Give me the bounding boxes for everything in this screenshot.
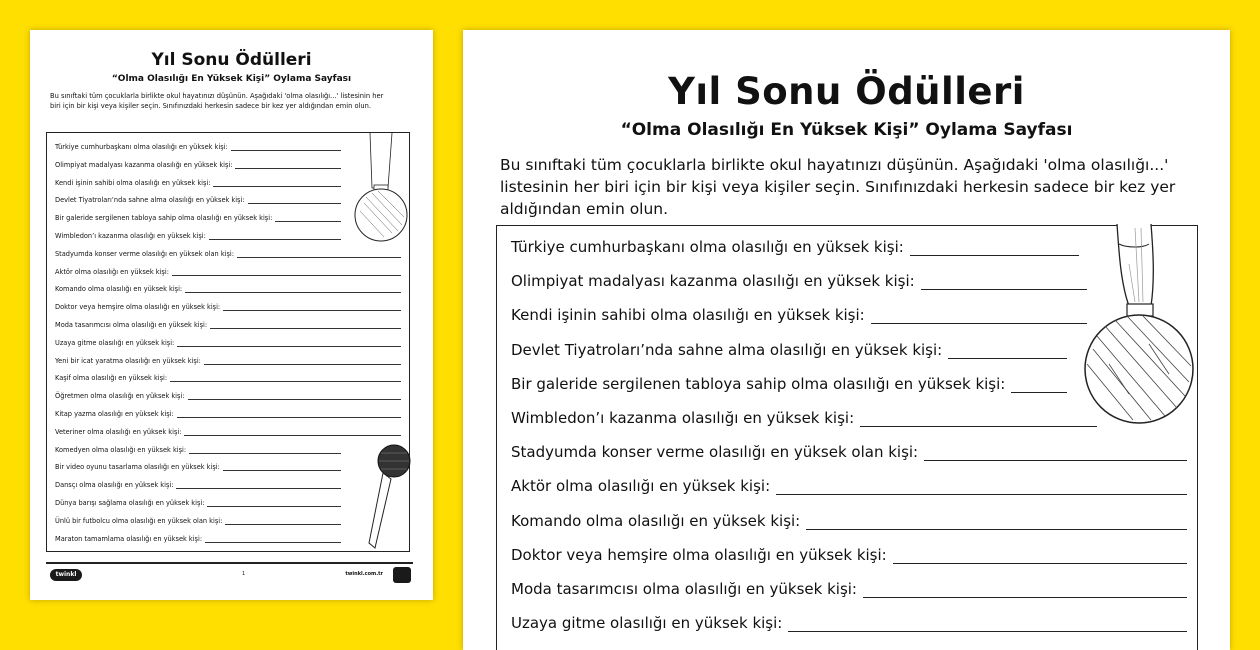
thumbnail-item-label: Uzaya gitme olasılığı en yüksek kişi: — [55, 338, 175, 347]
thumbnail-list-item — [55, 353, 401, 365]
thumbnail-page — [30, 30, 433, 600]
vote-item-label: Wimbledon’ı kazanma olasılığı en yüksek kişi: — [511, 409, 855, 427]
answer-line — [207, 500, 341, 507]
thumbnail-item-label: Devlet Tiyatroları’nda sahne alma olasılığı en yüksek kişi: — [55, 196, 245, 205]
thumbnail-list-item — [55, 442, 341, 454]
vote-item-label: Kendi işinin sahibi olma olasılığı en yüksek kişi: — [511, 306, 865, 325]
vote-list-item — [511, 576, 1187, 598]
page-title: Yıl Sonu Ödülleri — [668, 70, 1025, 113]
answer-line[interactable] — [893, 549, 1187, 564]
thumbnail-list-item — [55, 335, 401, 347]
thumbnail-item-label: Kaşif olma olasılığı en yüksek kişi: — [55, 374, 168, 383]
answer-line — [205, 536, 341, 543]
page-subtitle: “Olma Olasılığı En Yüksek Kişi” Oylama Sayfası — [620, 120, 1073, 140]
answer-line — [188, 393, 402, 400]
thumbnail-list-item — [55, 299, 401, 311]
vote-item-label: Aktör olma olasılığı en yüksek kişi: — [511, 477, 771, 496]
answer-line — [172, 269, 401, 276]
vote-item-label: Türkiye cumhurbaşkanı olma olasılığı en yüksek kişi: — [511, 238, 904, 256]
thumbnail-list-item — [55, 192, 341, 204]
thumbnail-item-label: Kitap yazma olasılığı en yüksek kişi: — [55, 410, 174, 418]
vote-item-label: Komando olma olasılığı en yüksek kişi: — [511, 511, 801, 530]
thumbnail-item-label: Bir galeride sergilenen tabloya sahip olma olasılığı en yüksek kişi: — [55, 214, 273, 223]
answer-line — [185, 286, 401, 293]
answer-line — [248, 197, 341, 204]
thumbnail-item-label: Öğretmen olma olasılığı en yüksek kişi: — [55, 392, 185, 401]
answer-line[interactable] — [860, 412, 1097, 427]
thumbnail-list-item — [55, 246, 401, 258]
thumbnail-list-item — [55, 157, 341, 169]
thumbnail-list-item — [55, 388, 401, 400]
thumbnail-list-item — [55, 370, 401, 382]
answer-line[interactable] — [948, 344, 1067, 359]
answer-line[interactable] — [924, 446, 1187, 461]
answer-line — [177, 411, 401, 418]
thumbnail-item-label: Moda tasarımcısı olma olasılığı en yüksek kişi: — [55, 321, 208, 329]
answer-line[interactable] — [806, 515, 1187, 530]
answer-line[interactable] — [910, 241, 1079, 256]
page-intro: Bu sınıftaki tüm çocuklarla birlikte okul hayatınızı düşünün. Aşağıdaki 'olma olasılığı...' listesinin her biri için bir kişi veya kişiler seçin. Sınıfınızdaki herkesin sadece bir kez yer aldığından emin olun. — [500, 156, 1176, 218]
microphone-icon — [367, 443, 412, 553]
answer-line — [223, 464, 341, 471]
vote-list-box — [496, 225, 1198, 650]
thumbnail-item-label: Dünya barışı sağlama olasılığı en yüksek kişi: — [55, 499, 205, 507]
answer-line — [223, 304, 401, 311]
thumbnail-list-item — [55, 264, 401, 276]
answer-line — [170, 375, 401, 382]
thumbnail-list-item — [55, 495, 341, 507]
answer-line[interactable] — [863, 583, 1187, 598]
badge-icon — [393, 567, 411, 583]
answer-line — [231, 144, 341, 151]
thumbnail-item-label: Dansçı olma olasılığı en yüksek kişi: — [55, 481, 174, 490]
thumbnail-subtitle: “Olma Olasılığı En Yüksek Kişi” Oylama Sayfası — [111, 74, 352, 84]
vote-item-label: Stadyumda konser verme olasılığı en yüksek olan kişi: — [511, 443, 919, 462]
thumbnail-list-item — [55, 281, 401, 293]
thumbnail-item-label: Doktor veya hemşire olma olasılığı en yüksek kişi: — [55, 303, 221, 312]
thumbnail-list-item — [55, 477, 341, 489]
answer-line — [184, 429, 401, 436]
medal-icon — [1069, 224, 1194, 439]
page-number: 1 — [242, 571, 246, 577]
answer-line[interactable] — [1011, 378, 1067, 393]
thumbnail-item-label: Ünlü bir futbolcu olma olasılığı en yüksek olan kişi: — [55, 516, 223, 525]
answer-line — [177, 340, 401, 347]
vote-item-label: Olimpiyat madalyası kazanma olasılığı en yüksek kişi: — [511, 272, 915, 291]
thumbnail-item-label: Yeni bir icat yaratma olasılığı en yüksek kişi: — [55, 356, 201, 365]
answer-line — [275, 215, 341, 222]
thumbnail-list-item — [55, 406, 401, 418]
thumbnail-list-item — [55, 531, 341, 543]
vote-item-label: Devlet Tiyatroları’nda sahne alma olasılığı en yüksek kişi: — [511, 340, 943, 359]
vote-list-item — [511, 542, 1187, 564]
answer-line — [225, 518, 341, 525]
thumbnail-item-label: Olimpiyat madalyası kazanma olasılığı en yüksek kişi: — [55, 160, 233, 169]
vote-list-item — [511, 405, 1097, 427]
vote-list-item — [511, 439, 1187, 461]
thumbnail-footer — [46, 562, 413, 582]
thumbnail-list-box — [46, 132, 410, 552]
twinkl-logo: twinkl — [50, 569, 82, 581]
thumbnail-item-label: Stadyumda konser verme olasılığı en yüksek olan kişi: — [55, 249, 234, 258]
thumbnail-list-item — [55, 139, 341, 151]
thumbnail-item-label: Bir video oyunu tasarlama olasılığı en yüksek kişi: — [55, 463, 220, 472]
vote-list-item — [511, 302, 1087, 324]
site-url: twinkl.com.tr — [345, 571, 383, 577]
answer-line — [176, 482, 341, 489]
main-page — [463, 30, 1230, 650]
thumbnail-list-item — [55, 228, 341, 240]
vote-item-label: Uzaya gitme olasılığı en yüksek kişi: — [511, 614, 783, 633]
thumbnail-item-label: Komedyen olma olasılığı en yüksek kişi: — [55, 445, 187, 454]
answer-line — [209, 233, 341, 240]
thumbnail-list-item — [55, 459, 341, 471]
thumbnail-item-label: Komando olma olasılığı en yüksek kişi: — [55, 285, 183, 294]
answer-line — [235, 162, 341, 169]
answer-line[interactable] — [776, 480, 1187, 495]
answer-line — [189, 447, 341, 454]
answer-line — [204, 358, 401, 365]
vote-item-label: Doktor veya hemşire olma olasılığı en yüksek kişi: — [511, 545, 887, 564]
answer-line[interactable] — [871, 309, 1087, 324]
thumbnail-item-label: Wimbledon’ı kazanma olasılığı en yüksek kişi: — [55, 232, 206, 240]
vote-list-item — [511, 473, 1187, 495]
thumbnail-list-item — [55, 210, 341, 222]
answer-line — [213, 180, 341, 187]
thumbnail-item-label: Veteriner olma olasılığı en yüksek kişi: — [55, 427, 182, 436]
medal-icon — [352, 133, 412, 253]
thumbnail-list-item — [55, 175, 341, 187]
thumbnail-item-label: Kendi işinin sahibi olma olasılığı en yüksek kişi: — [55, 178, 211, 187]
thumbnail-list-item — [55, 424, 401, 436]
vote-list-item — [511, 610, 1187, 632]
vote-list-item — [511, 508, 1187, 530]
thumbnail-list-item — [55, 513, 341, 525]
thumbnail-item-label: Maraton tamamlama olasılığı en yüksek kişi: — [55, 534, 203, 543]
thumbnail-item-label: Türkiye cumhurbaşkanı olma olasılığı en yüksek kişi: — [55, 143, 228, 151]
thumbnail-item-label: Aktör olma olasılığı en yüksek kişi: — [55, 267, 169, 276]
thumbnail-title: Yıl Sonu Ödülleri — [151, 50, 312, 70]
answer-line[interactable] — [921, 275, 1087, 290]
thumbnail-intro: Bu sınıftaki tüm çocuklarla birlikte okul hayatınızı düşünün. Aşağıdaki 'olma olasılığı...' listesinin her biri için bir kişi veya kişiler seçin. Sınıfınızdaki herkesin sadece bir kez yer aldığından emin olun. — [50, 92, 384, 110]
vote-list-item — [511, 337, 1067, 359]
vote-item-label: Moda tasarımcısı olma olasılığı en yüksek kişi: — [511, 580, 857, 598]
vote-list-item — [511, 234, 1079, 256]
vote-list-item — [511, 268, 1087, 290]
answer-line — [210, 322, 401, 329]
vote-list-item — [511, 371, 1067, 393]
vote-item-label: Bir galeride sergilenen tabloya sahip olma olasılığı en yüksek kişi: — [511, 374, 1006, 393]
thumbnail-list-item — [55, 317, 401, 329]
